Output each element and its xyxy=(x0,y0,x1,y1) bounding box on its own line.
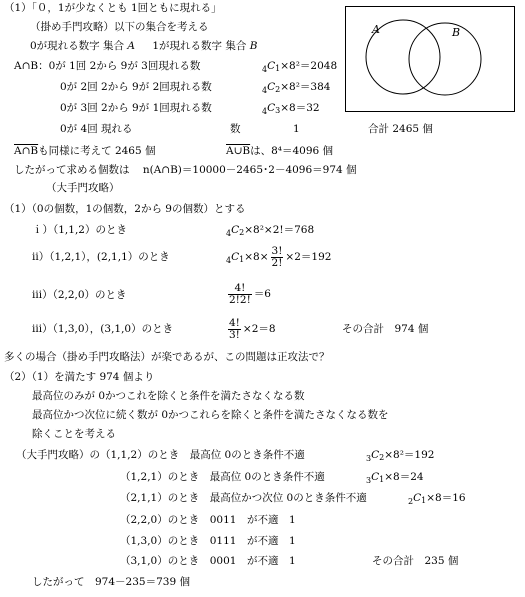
n: 2 xyxy=(408,497,414,506)
n: 3 xyxy=(366,476,372,485)
result: ×8＝16 xyxy=(426,492,466,504)
c: C xyxy=(231,224,240,236)
n: 4 xyxy=(262,65,268,74)
text: したがって求める個数は xyxy=(14,164,130,176)
result: ×8²×2!＝768 xyxy=(244,224,315,236)
case-1: ｉ）（1,1,2）のとき xyxy=(32,224,127,236)
numerator: 3! xyxy=(271,244,283,257)
line-4 xyxy=(14,60,200,73)
line-9 xyxy=(14,164,357,177)
set-b-label: B xyxy=(452,26,461,39)
r: 1 xyxy=(421,496,427,505)
line-11: （1）（0の個数，1の個数，2から 9の個数）とする xyxy=(4,203,246,215)
set-b-circle xyxy=(409,23,481,95)
row-112-calc xyxy=(366,449,434,465)
result: ＝6 xyxy=(253,288,271,300)
set-a-label: A xyxy=(372,23,380,36)
line-8-union xyxy=(226,145,333,158)
case-2-calc xyxy=(226,244,331,274)
line-10: （大手門攻略） xyxy=(46,182,120,194)
result: ×2＝8 xyxy=(242,323,276,335)
n: 4 xyxy=(262,107,268,116)
row-total: その合計 235 個 xyxy=(372,555,459,567)
line-7: 0が 4回 現れる xyxy=(60,123,133,135)
text: ：0が 1回 2から 9が 3回現れる数 xyxy=(38,60,201,72)
case-2: ⅱ）（1,2,1），(2,1,1）のとき xyxy=(32,251,170,263)
result: ×2＝192 xyxy=(285,251,332,263)
line-7-su: 数 xyxy=(230,123,241,135)
line-18: 最高位のみが 0かつこれを除くと条件を満たさなくなる数 xyxy=(32,390,305,402)
r: 2 xyxy=(239,228,245,237)
line-16: 多くの場合（掛め手門攻略法）が楽であるが、この問題は正攻法で？ xyxy=(4,351,330,363)
row-211: （2,1,1）のとき 最高位かつ次位 0のとき条件不適 xyxy=(120,492,367,504)
numerator: 4! xyxy=(228,283,252,295)
result: ×8＝32 xyxy=(280,102,320,114)
line-3 xyxy=(30,40,257,53)
r: 3 xyxy=(275,106,281,115)
c: C xyxy=(371,449,380,461)
result: ×8＝24 xyxy=(384,471,424,483)
set-a: A xyxy=(127,40,135,52)
line-2: （掛め手門攻略）以下の集合を考える xyxy=(30,21,209,33)
text: 1が現れる数字 集合 xyxy=(152,40,247,52)
row-220: （2,2,0）のとき 0011 が不適 1 xyxy=(120,514,296,526)
line-19: 最高位かつ次位に続く数が 0かつこれらを除くと条件を満たさなくなる数を xyxy=(32,409,389,421)
text: 0が現れる数字 集合 xyxy=(30,40,125,52)
text: は、8⁴＝4096 個 xyxy=(250,145,334,157)
n: 4 xyxy=(226,256,232,265)
line-7-one: 1 xyxy=(293,123,300,135)
line-heading-1: （1）「０，1が少なくとも 1回ともに現れる」 xyxy=(4,2,222,14)
line-5: 0が 2回 2から 9が 2回現れる数 xyxy=(60,81,212,93)
row-211-calc xyxy=(408,492,466,508)
c: C xyxy=(371,471,380,483)
n: 3 xyxy=(366,454,372,463)
result: ×8²＝2048 xyxy=(280,60,338,72)
c: C xyxy=(413,492,422,504)
not-a-or-b: A∪B xyxy=(226,145,251,157)
fraction xyxy=(228,318,241,341)
line-7-total: 合計 2465 個 xyxy=(368,123,433,135)
c: C xyxy=(267,102,276,114)
line-final: したがって 974－235＝739 個 xyxy=(32,576,190,588)
fraction xyxy=(228,283,252,306)
not-a-and-b: A∩B xyxy=(14,145,39,157)
a-and-not-b: A∩B xyxy=(14,60,39,72)
result: ×8²＝192 xyxy=(384,449,435,461)
n: 4 xyxy=(226,229,232,238)
case-4: ⅲ）（1,3,0），(3,1,0）のとき xyxy=(32,323,174,335)
denominator: 2! xyxy=(271,256,283,269)
row-121: （1,2,1）のとき 最高位 0のとき条件不適 xyxy=(120,471,325,483)
row-112: （大手門攻略）の（1,1,2）のとき 最高位 0のとき条件不適 xyxy=(16,449,305,461)
combo-4c1 xyxy=(262,60,337,76)
line-17: （2）（1）を満たす 974 個より xyxy=(4,371,155,383)
fraction xyxy=(271,246,284,269)
r: 2 xyxy=(379,453,385,462)
c: C xyxy=(231,251,240,263)
line-6: 0が 3回 2から 9が 1回現れる数 xyxy=(60,102,212,114)
text: ×8× xyxy=(244,251,269,263)
case-4-calc xyxy=(226,316,276,342)
venn-svg xyxy=(346,7,514,111)
case-1-calc xyxy=(226,224,314,240)
case-3: ⅲ）（2,2,0）のとき xyxy=(32,289,127,301)
row-130: （1,3,0）のとき 0111 が不適 1 xyxy=(120,535,296,547)
line-8 xyxy=(14,145,156,158)
combo-4c3 xyxy=(262,102,320,118)
r: 2 xyxy=(275,85,281,94)
denominator: 3! xyxy=(229,328,240,341)
c: C xyxy=(267,81,276,93)
r: 1 xyxy=(379,475,385,484)
venn-diagram xyxy=(345,6,515,112)
set-b: B xyxy=(249,40,258,52)
denominator: 2!2! xyxy=(229,293,251,306)
result: ×8²＝384 xyxy=(280,81,331,93)
case-3-calc xyxy=(226,281,271,307)
r: 1 xyxy=(275,64,281,73)
c: C xyxy=(267,60,276,72)
text: も同様に考えて 2465 個 xyxy=(38,145,156,157)
n: 4 xyxy=(262,86,268,95)
row-121-calc xyxy=(366,471,424,487)
r: 1 xyxy=(239,255,245,264)
row-310: （3,1,0）のとき 0001 が不適 1 xyxy=(120,555,296,567)
case-4-total: その合計 974 個 xyxy=(342,323,429,335)
numerator: 4! xyxy=(229,316,240,329)
line-20: 除くことを考える xyxy=(32,428,116,440)
result: n(A∩B)＝10000－2465･2－4096＝974 個 xyxy=(142,164,357,176)
combo-4c2 xyxy=(262,81,330,97)
